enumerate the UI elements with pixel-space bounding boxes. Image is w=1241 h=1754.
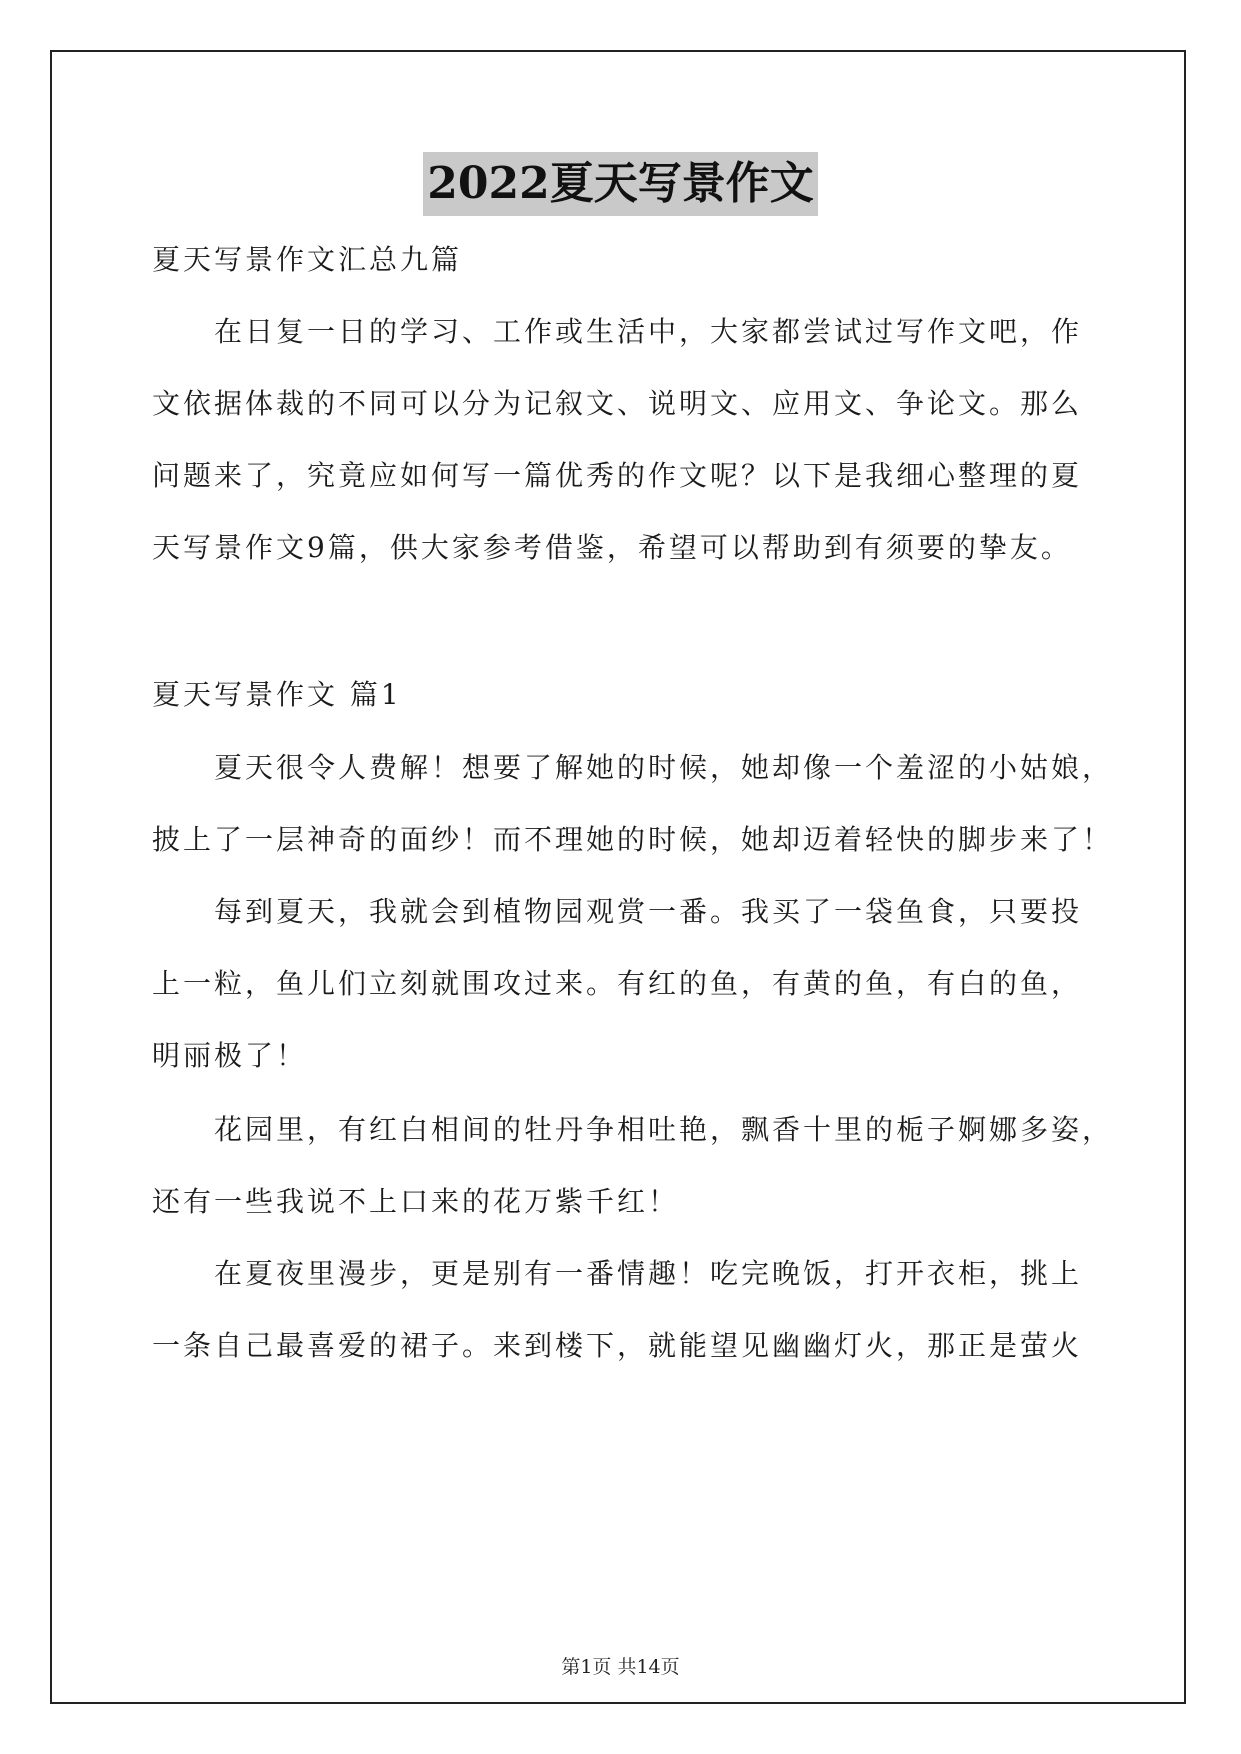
paragraph-line: 上一粒，鱼儿们立刻就围攻过来。有红的鱼，有黄的鱼，有白的鱼，	[152, 967, 1083, 1000]
document-title: 2022夏天写景作文	[423, 152, 817, 216]
paragraph-line: 一条自己最喜爱的裙子。来到楼下，就能望见幽幽灯火，那正是萤火	[152, 1329, 1083, 1362]
paragraph-line: 文依据体裁的不同可以分为记叙文、说明文、应用文、争论文。那么	[152, 387, 1083, 420]
paragraph-line: 披上了一层神奇的面纱！而不理她的时候，她却迈着轻快的脚步来了！	[152, 823, 1114, 856]
title-container	[0, 152, 1241, 216]
paragraph-line: 在日复一日的学习、工作或生活中，大家都尝试过写作文吧，作	[214, 315, 1083, 348]
paragraph-line: 天写景作文9篇，供大家参考借鉴，希望可以帮助到有须要的挚友。	[152, 531, 1072, 564]
page-border	[50, 50, 1186, 1704]
paragraph-line: 每到夏天，我就会到植物园观赏一番。我买了一袋鱼食，只要投	[214, 895, 1083, 928]
paragraph-line: 明丽极了！	[152, 1039, 308, 1072]
document-subtitle: 夏天写景作文汇总九篇	[152, 243, 463, 276]
paragraph-line: 问题来了，究竟应如何写一篇优秀的作文呢？以下是我细心整理的夏	[152, 459, 1083, 492]
paragraph-line: 在夏夜里漫步，更是别有一番情趣！吃完晚饭，打开衣柜，挑上	[214, 1257, 1083, 1290]
section-heading: 夏天写景作文 篇1	[152, 678, 402, 711]
paragraph-line: 夏天很令人费解！想要了解她的时候，她却像一个羞涩的小姑娘，	[214, 751, 1114, 784]
page-footer: 第1页 共14页	[561, 1656, 680, 1678]
paragraph-line: 花园里，有红白相间的牡丹争相吐艳，飘香十里的栀子婀娜多姿，	[214, 1113, 1114, 1146]
paragraph-line: 还有一些我说不上口来的花万紫千红！	[152, 1185, 680, 1218]
